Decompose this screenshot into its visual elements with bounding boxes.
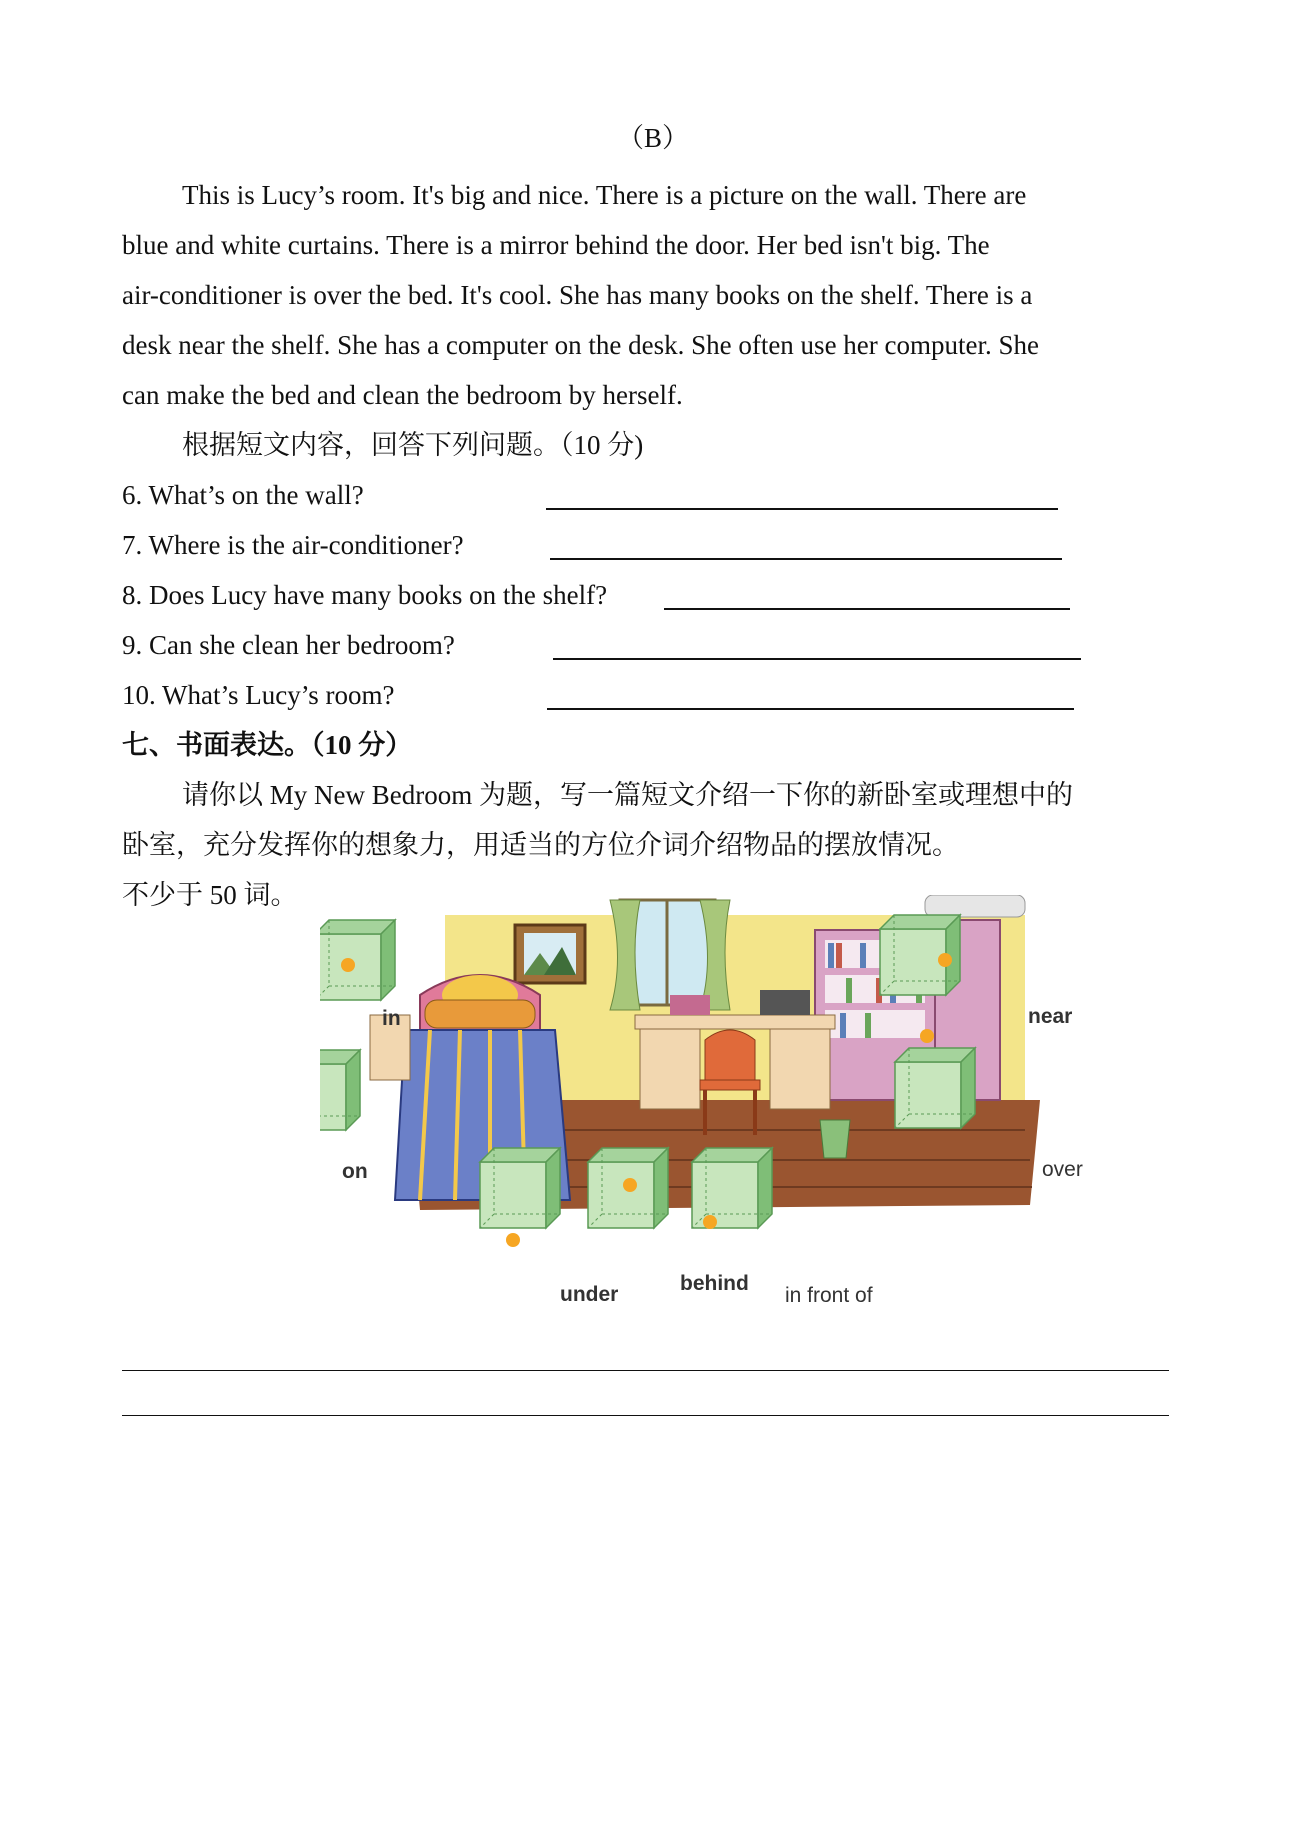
label-behind: behind: [680, 1272, 749, 1295]
writing-heading: 七、书面表达。（10 分）: [122, 730, 413, 760]
section-label: （B）: [617, 123, 690, 153]
wastebasket: [820, 1120, 850, 1158]
bedroom-illustration: [320, 895, 1135, 1335]
label-under: under: [560, 1283, 619, 1306]
air-conditioner: [925, 895, 1025, 917]
question-10: 10. What’s Lucy’s room?: [122, 680, 395, 710]
cube-under: [480, 1148, 560, 1247]
window: [610, 900, 730, 1010]
writing-line[interactable]: [122, 1370, 1169, 1371]
question-7: 7. Where is the air-conditioner?: [122, 530, 464, 560]
passage-line: air-conditioner is over the bed. It's cool. She has many books on the shelf. There is a: [122, 280, 1033, 310]
answer-blank-10[interactable]: [547, 708, 1074, 710]
passage-line: can make the bed and clean the bedroom by herself.: [122, 380, 683, 410]
answer-blank-7[interactable]: [550, 558, 1062, 560]
cube-behind: [588, 1148, 668, 1228]
lamp: [670, 995, 710, 1015]
writing-prompt-line: 请你以 My New Bedroom 为题，写一篇短文介绍一下你的新卧室或理想中的: [182, 780, 1073, 810]
label-in: in: [382, 1007, 401, 1030]
label-in-front-of: in front of: [785, 1284, 873, 1307]
answer-blank-9[interactable]: [553, 658, 1081, 660]
label-near: near: [1028, 1005, 1073, 1028]
cube-near: [880, 915, 960, 995]
answer-blank-6[interactable]: [546, 508, 1058, 510]
passage-line: blue and white curtains. There is a mirror behind the door. Her bed isn't big. The: [122, 230, 990, 260]
cube-on: [320, 1049, 360, 1130]
question-instruction: 根据短文内容，回答下列问题。（10 分): [182, 430, 644, 460]
writing-prompt-line: 不少于 50 词。: [122, 880, 298, 910]
passage-line: desk near the shelf. She has a computer on the desk. She often use her computer. She: [122, 330, 1039, 360]
question-6: 6. What’s on the wall?: [122, 480, 364, 510]
answer-blank-8[interactable]: [664, 608, 1070, 610]
writing-line[interactable]: [122, 1415, 1169, 1416]
cube-in-front-of: [692, 1148, 772, 1229]
cube-in: [320, 920, 395, 1000]
question-8: 8. Does Lucy have many books on the shelf?: [122, 580, 608, 610]
question-9: 9. Can she clean her bedroom?: [122, 630, 455, 660]
writing-prompt-line: 卧室，充分发挥你的想象力，用适当的方位介词介绍物品的摆放情况。: [122, 830, 959, 860]
label-over: over: [1042, 1158, 1083, 1181]
wall-picture: [515, 925, 585, 983]
computer: [760, 990, 810, 1015]
label-on: on: [342, 1160, 368, 1183]
passage-line: This is Lucy’s room. It's big and nice. There is a picture on the wall. There are: [182, 180, 1027, 210]
